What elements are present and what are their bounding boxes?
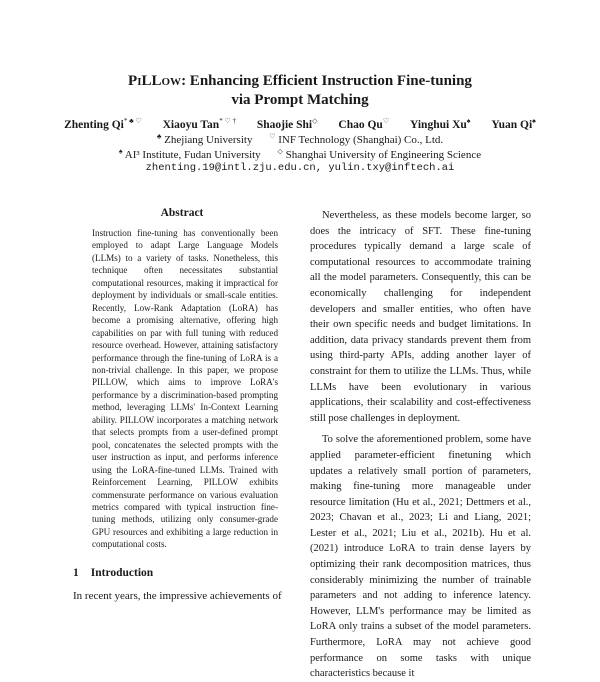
- paragraph-cost-challenges: Nevertheless, as these models become larger, so does the intricacy of SFT. These fine-tuning procedures typically demand a large scale of computational resources to accommodate training all the model parameters. Consequently, this can be economically challenging for independent developers and smaller entities, who often have their own specific needs and budget limitations. In addition, data privacy standards prevent them from using third-party APIs, adding another layer of constraint for them to utilize the LLMs. Thus, while LLMs have been evolutionary in various applications, their scalability and cost-effectiveness still pose challenges in deployment.: [310, 210, 531, 424]
- author-2: Xiaoyu Tan* ♡ †: [162, 117, 236, 131]
- title-system-name: PiLLow: [128, 73, 182, 89]
- affiliations-line-1: [0, 132, 600, 146]
- author-5: Yinghui Xu♠: [409, 117, 471, 131]
- affiliation-inf: ♡ INF Technology (Shanghai) Co., Ltd.: [269, 132, 444, 146]
- author-emails: zhenting.19@intl.zju.edu.cn, yulin.txy@inftech.ai: [145, 162, 455, 174]
- section-title: Introduction: [90, 567, 154, 579]
- affiliation-zju: ♣ Zhejiang University: [156, 132, 253, 146]
- introduction-first-line: In recent years, the impressive achievements of: [73, 590, 282, 602]
- author-4: Chao Qu♡: [338, 117, 390, 131]
- section-number: 1: [73, 567, 79, 579]
- author-3: Shaojie Shi◇: [256, 117, 318, 131]
- title-line-2: via Prompt Matching: [231, 92, 369, 108]
- abstract-body: Instruction fine-tuning has conventionally been employed to adapt Large Language Models (LLMs) to a variety of tasks. Nonetheless, this technique often necessitates substantial computational resources, making it impractical for deployment by individuals or small-scale entities. Recently, Low-Rank Adaptation (LoRA) has become a promising alternative, offering high capabilities on par with full tuning with reduced resource overhead. However, attaining satisfactory performance through the fine-tuning of LoRA is a non-trivial challenge. In this paper, we propose PILLOW, which aims to improve LoRA's performance by a discrimination-based prompting method, leveraging LLMs' In-Context Learning ability. PILLOW incorporates a matching network that selects prompts from a user-defined prompt pool, concatenates the selected prompts with the user instruction as input, and performs inference using the LoRA-fine-tuned LLMs. Trained with Reinforcement Learning, PILLOW exhibits commensurate performance on various evaluation metrics compared with typical instruction fine-tuning methods, utilizing only consumer-grade GPU resources and exhibiting a large reduction in computational costs.: [92, 228, 278, 550]
- paper-title: [0, 72, 600, 110]
- paragraph-peft-methods: To solve the aforementioned problem, some have applied parameter-efficient finetuning which updates a relatively small portion of parameters, making fine-tuning more manageable under resource limitation (Hu et al., 2021; Dettmers et al., 2023; Chavan et al., 2023; Li and Liang, 2021; Lester et al., 2021; Liu et al., 2021b). Hu et al. (2021) introduce LoRA to train dense layers by optimizing their rank decomposition matrices, thus considerably minimizing the number of trainable parameters and not adding to inference latency. However, LLM's performance may be limited as LoRA only trains a subset of the model parameters. Furthermore, LoRA may not achieve good performance on some tasks with unique characteristics because it: [310, 434, 531, 680]
- title-main-text: : Enhancing Efficient Instruction Fine-tuning: [181, 73, 472, 89]
- affiliation-sues: ◇ Shanghai University of Engineering Science: [277, 147, 482, 161]
- author-1: Zhenting Qi* ♣ ♡: [64, 117, 142, 131]
- right-column: [310, 208, 531, 682]
- affiliation-fudan: ♠ AI³ Institute, Fudan University: [118, 147, 261, 161]
- affiliations-line-2: [0, 147, 600, 161]
- author-6: Yuan Qi♠: [491, 117, 536, 131]
- section-heading-introduction: [73, 567, 153, 579]
- author-list: [0, 117, 600, 131]
- abstract-heading: Abstract: [160, 207, 204, 219]
